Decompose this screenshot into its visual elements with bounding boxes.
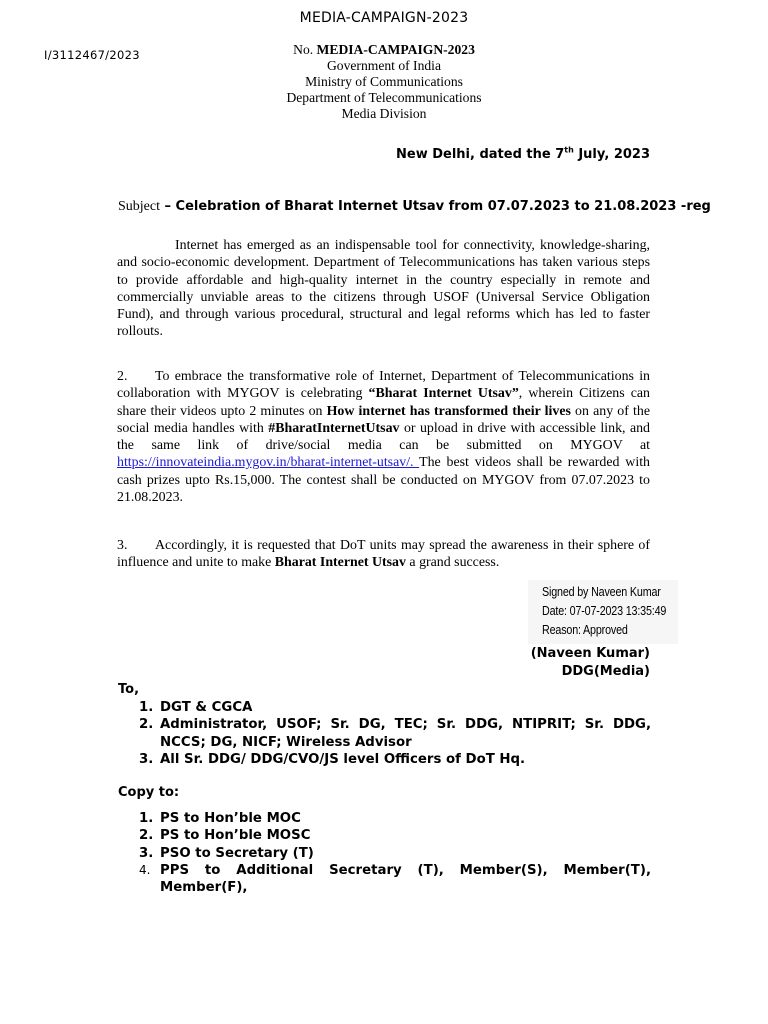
- to-list: [139, 699, 651, 768]
- list-item: [139, 827, 651, 844]
- to-label: To,: [118, 682, 140, 697]
- letterhead: [184, 42, 584, 122]
- campaign-name: “Bharat Internet Utsav”: [368, 386, 519, 402]
- letterhead-department: Department of Telecommunications: [286, 90, 482, 105]
- list-text: PPS to Additional Secretary (T), Member(S), Member(T), Member(F),: [160, 862, 651, 896]
- list-text: PS to Hon’ble MOSC: [160, 828, 311, 844]
- list-number: 3.: [139, 845, 154, 861]
- paragraph-text: or upload in drive with accessible link, and the same link of drive/social media can be submitted on MYGOV at: [117, 420, 650, 454]
- signature-signed-by: Signed by Naveen Kumar: [542, 585, 661, 599]
- paragraph-1: Internet has emerged as an indispensable tool for connectivity, knowledge-sharing, and socio-economic development. Department of Telecommunications has taken various steps to provide affordable and high-quality internet in the country especially in remote and commercially unviable areas to the citizens through USOF (Universal Service Obligation Fund), and through various procedural, structural and legal reforms which has led to faster rollouts.: [117, 238, 650, 340]
- list-item: [139, 716, 651, 751]
- letterhead-government: Government of India: [326, 58, 441, 73]
- list-item: [139, 862, 651, 897]
- signer-name: (Naveen Kumar): [530, 646, 650, 661]
- list-number: 1.: [139, 811, 154, 826]
- paragraph-number: 2.: [117, 369, 128, 384]
- list-item: [139, 845, 651, 862]
- subject-lead: Subject: [118, 199, 160, 214]
- digital-signature-block: [528, 580, 678, 644]
- list-item: [139, 699, 651, 716]
- paragraph-3: [117, 537, 650, 572]
- paragraph-text: , wherein Citizens can share their videos upto 2 minutes on: [117, 386, 650, 419]
- paragraph-text: a grand success.: [405, 555, 500, 571]
- list-text: PS to Hon’ble MOC: [160, 811, 301, 826]
- signature-reason: Reason: Approved: [542, 623, 628, 637]
- subject-line: [118, 199, 711, 215]
- list-text: All Sr. DDG/ DDG/CVO/JS level Officers of DoT Hq.: [160, 751, 526, 767]
- paragraph-text: on any of the social media handles with: [117, 403, 651, 436]
- letterhead-division: Media Division: [341, 106, 427, 121]
- copy-to-list: [139, 810, 651, 896]
- date-prefix: New Delhi, dated the 7: [396, 147, 565, 162]
- list-number: 4.: [139, 862, 151, 877]
- signer-designation: DDG(Media): [561, 664, 650, 679]
- list-number: 2.: [139, 828, 154, 844]
- document-header-title: MEDIA-CAMPAIGN-2023: [299, 10, 469, 26]
- list-number: 2.: [139, 717, 154, 733]
- list-number: 1.: [139, 700, 154, 715]
- signature-date: Date: 07-07-2023 13:35:49: [542, 604, 667, 618]
- reference-value: MEDIA-CAMPAIGN-2023: [316, 42, 475, 57]
- date-superscript: th: [564, 145, 574, 155]
- reference-prefix: No.: [293, 42, 314, 57]
- list-text: PSO to Secretary (T): [160, 845, 314, 861]
- date-line: [396, 147, 650, 162]
- list-text: DGT & CGCA: [160, 700, 253, 715]
- list-item: [139, 810, 651, 827]
- list-item: [139, 751, 651, 768]
- paragraph-2: [117, 368, 650, 506]
- hashtag: #BharatInternetUtsav: [268, 420, 400, 436]
- subject-text: – Celebration of Bharat Internet Utsav from 07.07.2023 to 21.08.2023 -reg: [160, 199, 711, 214]
- letterhead-ministry: Ministry of Communications: [305, 74, 463, 89]
- list-text: Administrator, USOF; Sr. DG, TEC; Sr. DDG, NTIPRIT; Sr. DDG, NCCS; DG, NICF; Wireless Advisor: [160, 717, 651, 750]
- paragraph-text: Accordingly, it is requested that DoT units may spread the awareness in their sphere of influence and unite to make: [117, 538, 650, 571]
- reference-number: [184, 42, 584, 58]
- date-suffix: July, 2023: [573, 147, 650, 162]
- campaign-name: Bharat Internet Utsav: [274, 555, 406, 571]
- mygov-link[interactable]: https://innovateindia.mygov.in/bharat-internet-utsav/.: [117, 455, 420, 471]
- copy-to-label: Copy to:: [118, 785, 180, 800]
- video-theme: How internet has transformed their lives: [326, 403, 571, 419]
- paragraph-number: 3.: [117, 538, 128, 553]
- file-number: I/3112467/2023: [44, 48, 140, 62]
- list-number: 3.: [139, 751, 154, 767]
- paragraph-text: The best videos shall be rewarded with cash prizes upto Rs.15,000. The contest shall be conducted on MYGOV from 07.07.2023 to 21.08.2023.: [117, 455, 650, 506]
- paragraph-text: To embrace the transformative role of Internet, Department of Telecommunications in collaboration with MYGOV is celebrating: [117, 369, 650, 402]
